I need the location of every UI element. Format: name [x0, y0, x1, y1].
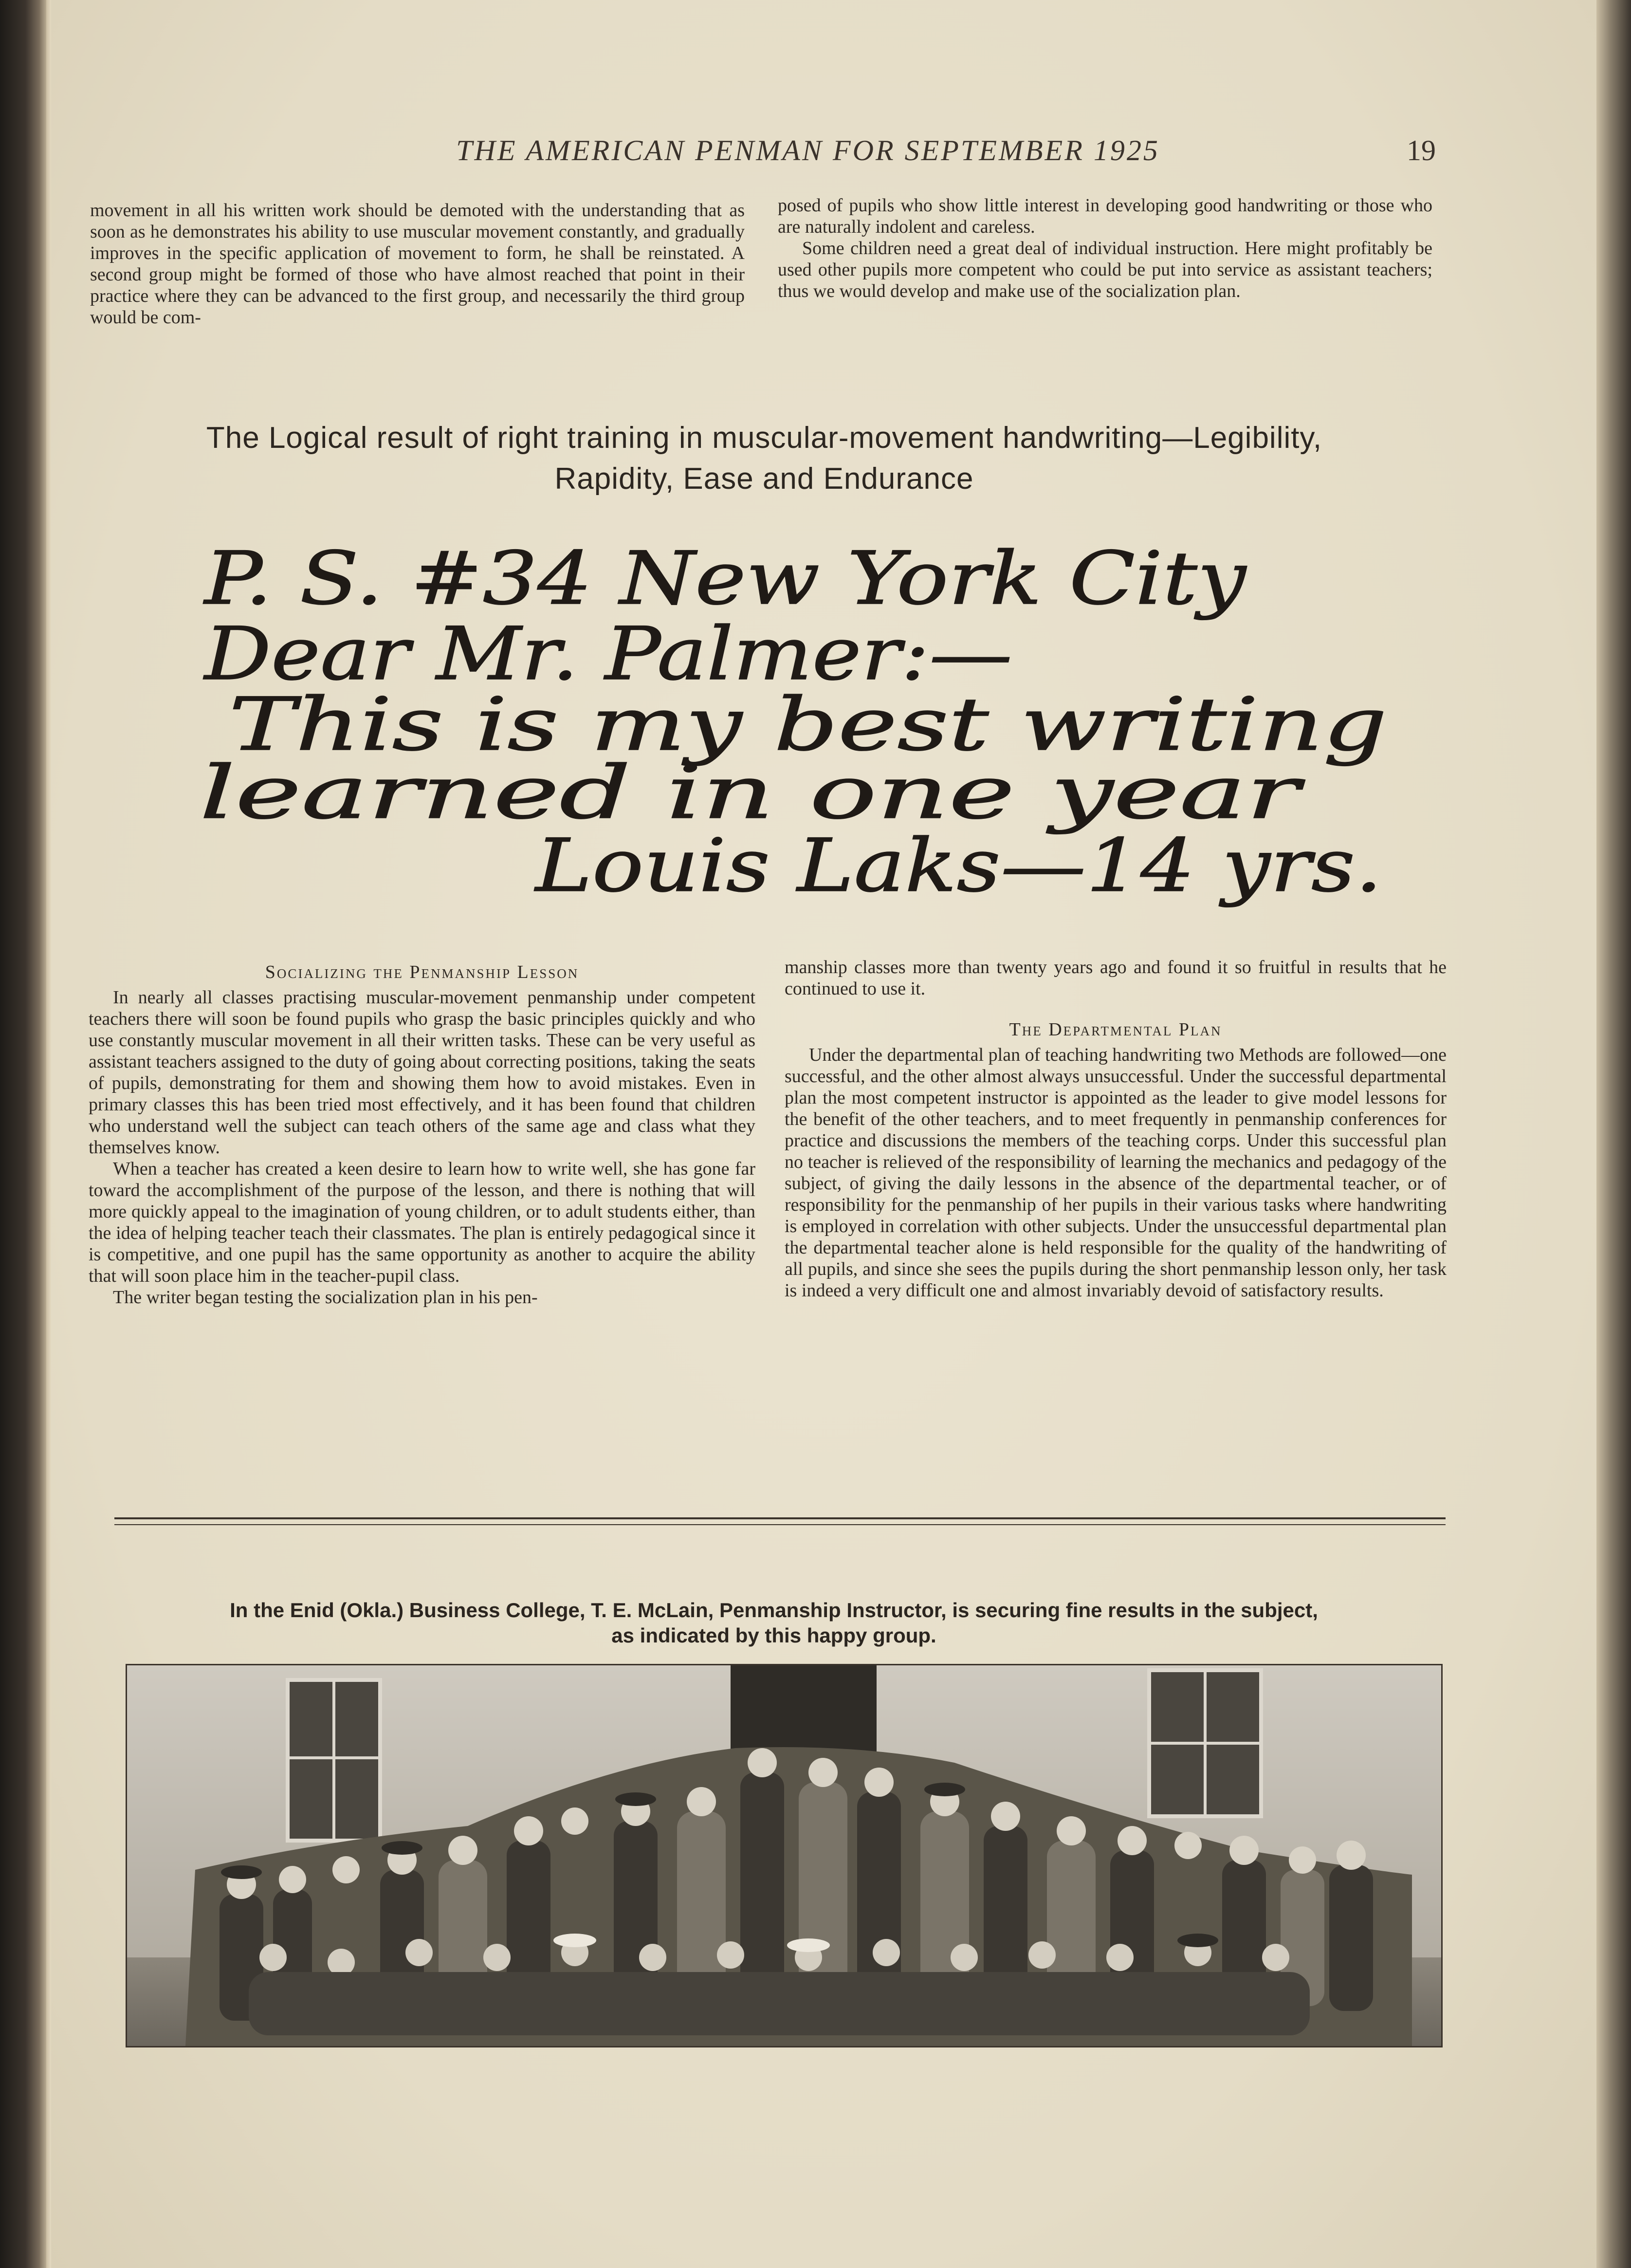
- top-right-paragraph-1: posed of pupils who show little interest in developing good handwriting or those who are naturally indolent and careless.: [778, 195, 1432, 237]
- handwriting-line-2: Dear Mr. Palmer:—: [202, 612, 1012, 697]
- photo-caption: [92, 1598, 1455, 1648]
- handwriting-line-1: P. S. #34 New York City: [202, 536, 1247, 621]
- top-right-column: [778, 195, 1432, 302]
- departmental-continuation: manship classes more than twenty years ago and found it so fruitful in results that he continued to use it.: [785, 957, 1447, 999]
- divider-rule-top: [114, 1517, 1446, 1519]
- socializing-paragraph-2: When a teacher has created a keen desire to learn how to write well, she has gone far toward the accomplishment of the purpose of the lesson, and there is nothing that will more quickly appeal to the imagination of young children, or to adult students either, than the idea of helping teacher teach their classmates. The plan is entirely pedagogical since it is competitive, and one pupil has the same opportunity as another to acquire the ability that will soon place him in the teacher-pupil class.: [89, 1159, 755, 1286]
- divider-rule-bottom: [114, 1524, 1446, 1525]
- top-right-paragraph-2: Some children need a great deal of individual instruction. Here might profitably be used other pupils more competent who could be put into service as assistant teachers; thus we would develop and make use of the socialization plan.: [778, 238, 1432, 301]
- top-left-paragraph: movement in all his written work should be demoted with the understanding that as soon as he demonstrates his ability to use muscular movement constantly, and gradually improves in the specific application of movement to form, he shall be reinstated. A second group might be formed of those who have almost reached that point in their practice where they can be advanced to the first group, and necessarily the third group would be com-: [90, 200, 745, 328]
- departmental-column: [785, 957, 1447, 1301]
- socializing-paragraph-1: In nearly all classes practising muscular-movement penmanship under competent teachers there will soon be found pupils who grasp the basic principles quickly and who use constantly muscular movement in all their written tasks. These can be very useful as assistant teachers assigned to the duty of going about correcting positions, taking the seats of pupils, demonstrating for them and showing them how to avoid mistakes. Even in primary classes this has been tried most effectively, and it has been found that children who understand well the subject can teach others of the same age and class what they themselves know.: [89, 987, 755, 1158]
- handwriting-line-4: learned in one year: [200, 751, 1306, 835]
- left-page-edge: [46, 0, 51, 2268]
- left-page-gutter: [0, 0, 46, 2268]
- page-number: 19: [1407, 134, 1436, 166]
- handwriting-specimen: [185, 531, 1411, 920]
- caption-line-1: In the Enid (Okla.) Business College, T. E. McLain, Penmanship Instructor, is securing fine results in the subject,: [230, 1599, 1318, 1622]
- group-photo-image: [127, 1665, 1441, 2046]
- headline-line-2: Rapidity, Ease and Endurance: [554, 462, 974, 496]
- socializing-paragraph-3: The writer began testing the socialization plan in his pen-: [113, 1287, 538, 1308]
- handwriting-line-5: Louis Laks—14 yrs.: [533, 824, 1382, 908]
- socializing-column: [89, 961, 755, 1308]
- socializing-title: Socializing the Penmanship Lesson: [265, 962, 579, 982]
- handwriting-line-3: This is my best writing: [229, 682, 1387, 767]
- running-head: THE AMERICAN PENMAN FOR SEPTEMBER 1925: [456, 134, 1160, 166]
- article-headline: [97, 418, 1431, 499]
- top-left-column: [90, 200, 745, 328]
- group-photograph: [126, 1664, 1443, 2047]
- right-page-edge: [1596, 0, 1631, 2268]
- headline-line-1: The Logical result of right training in muscular-movement handwriting—Legibility,: [206, 421, 1322, 455]
- departmental-title: The Departmental Plan: [1009, 1019, 1222, 1040]
- caption-line-2: as indicated by this happy group.: [611, 1624, 936, 1647]
- departmental-paragraph-1: Under the departmental plan of teaching handwriting two Methods are followed—one successful, and the other almost always unsuccessful. Under the successful departmental plan the most competent instructor is appointed as the leader to give model lessons for the benefit of the other teachers, and to meet frequently in penmanship conferences for practice and discussions the members of the teaching corps. Under this successful plan no teacher is relieved of the responsibility of learning the mechanics and pedagogy of the subject, of giving the daily lessons in the absence of the departmental teacher, or of responsibility for the penmanship of her pupils in their various tasks where handwriting is employed in correlation with other subjects. Under the unsuccessful departmental plan the departmental teacher alone is held responsible for the quality of the handwriting of all pupils, and since she sees the pupils during the short penmanship lesson only, her task is indeed a very difficult one and almost invariably devoid of satisfactory results.: [785, 1045, 1447, 1301]
